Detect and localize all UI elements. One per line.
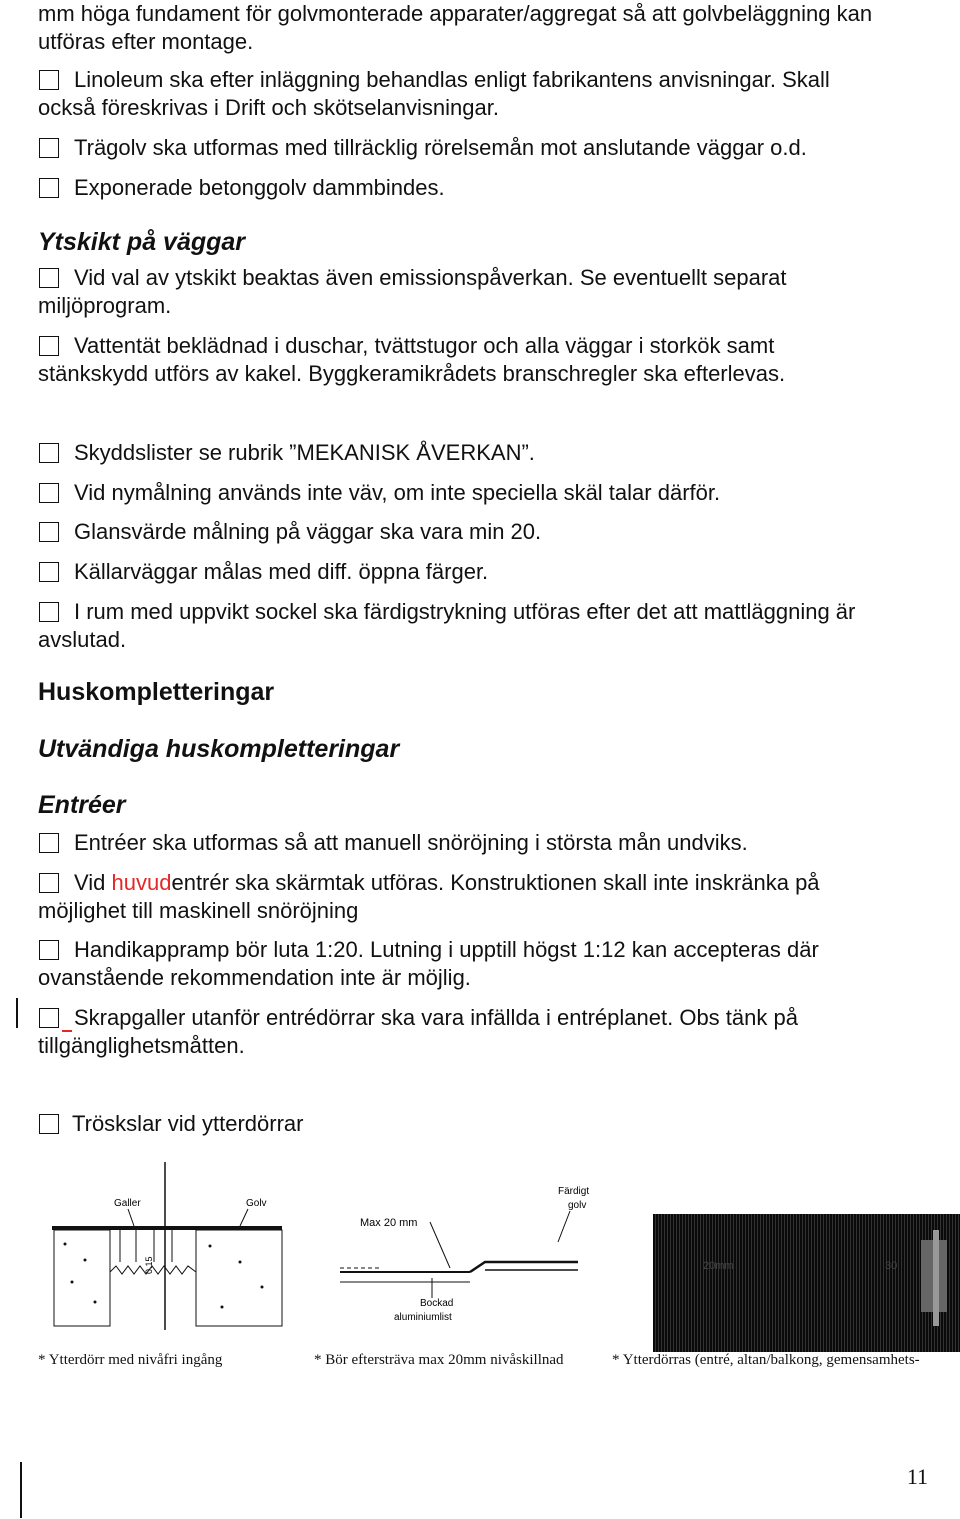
label-golv: golv	[568, 1200, 587, 1211]
item-sockel-cont: avslutad.	[38, 627, 127, 652]
checkbox[interactable]	[39, 602, 59, 622]
checkbox[interactable]	[39, 70, 59, 90]
heading-entreer: Entréer	[38, 791, 126, 819]
item-nymalning: Vid nymålning används inte väv, om inte speciella skäl talar därför.	[74, 480, 721, 505]
label-30: 30	[885, 1260, 898, 1272]
page-number: 11	[906, 1464, 928, 1489]
figure-threshold-grating	[50, 1162, 290, 1330]
checkbox[interactable]	[39, 1008, 59, 1028]
heading-utvandiga: Utvändiga huskompletteringar	[38, 735, 400, 763]
checkbox[interactable]	[39, 522, 59, 542]
caption-3: * Ytterdörras (entré, altan/balkong, gemensamhets-	[612, 1352, 920, 1368]
item-glansvarde: Glansvärde målning på väggar ska vara min 20.	[74, 519, 542, 544]
item-snorojning: Entréer ska utformas så att manuell snöröjning i största mån undviks.	[74, 830, 748, 855]
label-galler: Galler	[114, 1198, 141, 1209]
paragraph-line: mm höga fundament för golvmonterade apparater/aggregat så att golvbeläggning kan	[38, 1, 873, 26]
label-20mm: 20mm	[703, 1260, 734, 1272]
item-emission-cont: miljöprogram.	[38, 293, 172, 318]
label-max: Max 20 mm	[360, 1217, 418, 1229]
item-vattentat-cont: stänkskydd utförs av kakel. Byggkeramikrådets branschregler ska efterlevas.	[38, 361, 786, 386]
item-skrapgaller: Skrapgaller utanför entrédörrar ska vara infällda i entréplanet. Obs tänk på	[74, 1005, 798, 1030]
item-handikappramp-cont: ovanstående rekommendation inte är möjlig.	[38, 965, 471, 990]
item-linoleum: Linoleum ska efter inläggning behandlas enligt fabrikantens anvisningar. Skall	[74, 67, 830, 92]
checkbox[interactable]	[39, 138, 59, 158]
figure-threshold-photo	[653, 1214, 960, 1352]
checkbox[interactable]	[39, 1114, 59, 1134]
caption-2: * Bör eftersträva max 20mm nivåskillnad	[314, 1352, 564, 1368]
item-linoleum-cont: också föreskrivas i Drift och skötselanvisningar.	[38, 95, 499, 120]
item-emission: Vid val av ytskikt beaktas även emissionspåverkan. Se eventuellt separat	[74, 265, 787, 290]
profile-line	[933, 1230, 939, 1326]
change-bar	[16, 998, 18, 1028]
checkbox[interactable]	[39, 940, 59, 960]
item-skarmtak: Vid huvudentrér ska skärmtak utföras. Konstruktionen skall inte inskränka på	[74, 870, 820, 895]
label-golv: Golv	[246, 1198, 267, 1209]
label-fardigt: Färdigt	[558, 1186, 590, 1197]
figure-threshold-level	[340, 1168, 600, 1328]
highlight-text: huvud	[111, 870, 172, 895]
heading-huskompletteringar: Huskompletteringar	[38, 678, 275, 706]
checkbox[interactable]	[39, 443, 59, 463]
checkbox[interactable]	[39, 178, 59, 198]
change-bar	[20, 1462, 22, 1518]
item-kallarvaggar: Källarväggar målas med diff. öppna färger.	[74, 559, 489, 584]
item-skrapgaller-cont: tillgänglighetsmåtten.	[38, 1033, 245, 1058]
label-aluminiumlist: aluminiumlist	[394, 1312, 452, 1323]
item-vattentat: Vattentät beklädnad i duschar, tvättstugor och alla väggar i storkök samt	[74, 333, 775, 358]
checkbox[interactable]	[39, 268, 59, 288]
paragraph-line: utföras efter montage.	[38, 29, 254, 54]
heading-ytskikt-vaggar: Ytskikt på väggar	[38, 228, 246, 256]
item-skarmtak-cont: möjlighet till maskinell snöröjning	[38, 898, 359, 923]
checkbox[interactable]	[39, 873, 59, 893]
checkbox[interactable]	[39, 562, 59, 582]
caption-1: * Ytterdörr med nivåfri ingång	[38, 1352, 223, 1368]
item-trosklar: Tröskslar vid ytterdörrar	[72, 1111, 304, 1136]
label-bockad: Bockad	[420, 1298, 454, 1309]
item-sockel: I rum med uppvikt sockel ska färdigstrykning utföras efter det att mattläggning är	[74, 599, 856, 624]
item-betonggolv: Exponerade betonggolv dammbindes.	[74, 175, 445, 200]
item-handikappramp: Handikappramp bör luta 1:20. Lutning i upptill högst 1:12 kan accepteras där	[74, 937, 819, 962]
item-skyddslister: Skyddslister se rubrik ”MEKANISK ÅVERKAN”.	[74, 440, 535, 465]
checkbox[interactable]	[39, 833, 59, 853]
checkbox[interactable]	[39, 483, 59, 503]
label-dimension: 0.15	[144, 1256, 154, 1274]
checkbox[interactable]	[39, 336, 59, 356]
item-tragolv: Trägolv ska utformas med tillräcklig rörelsemån mot anslutande väggar o.d.	[74, 135, 807, 160]
